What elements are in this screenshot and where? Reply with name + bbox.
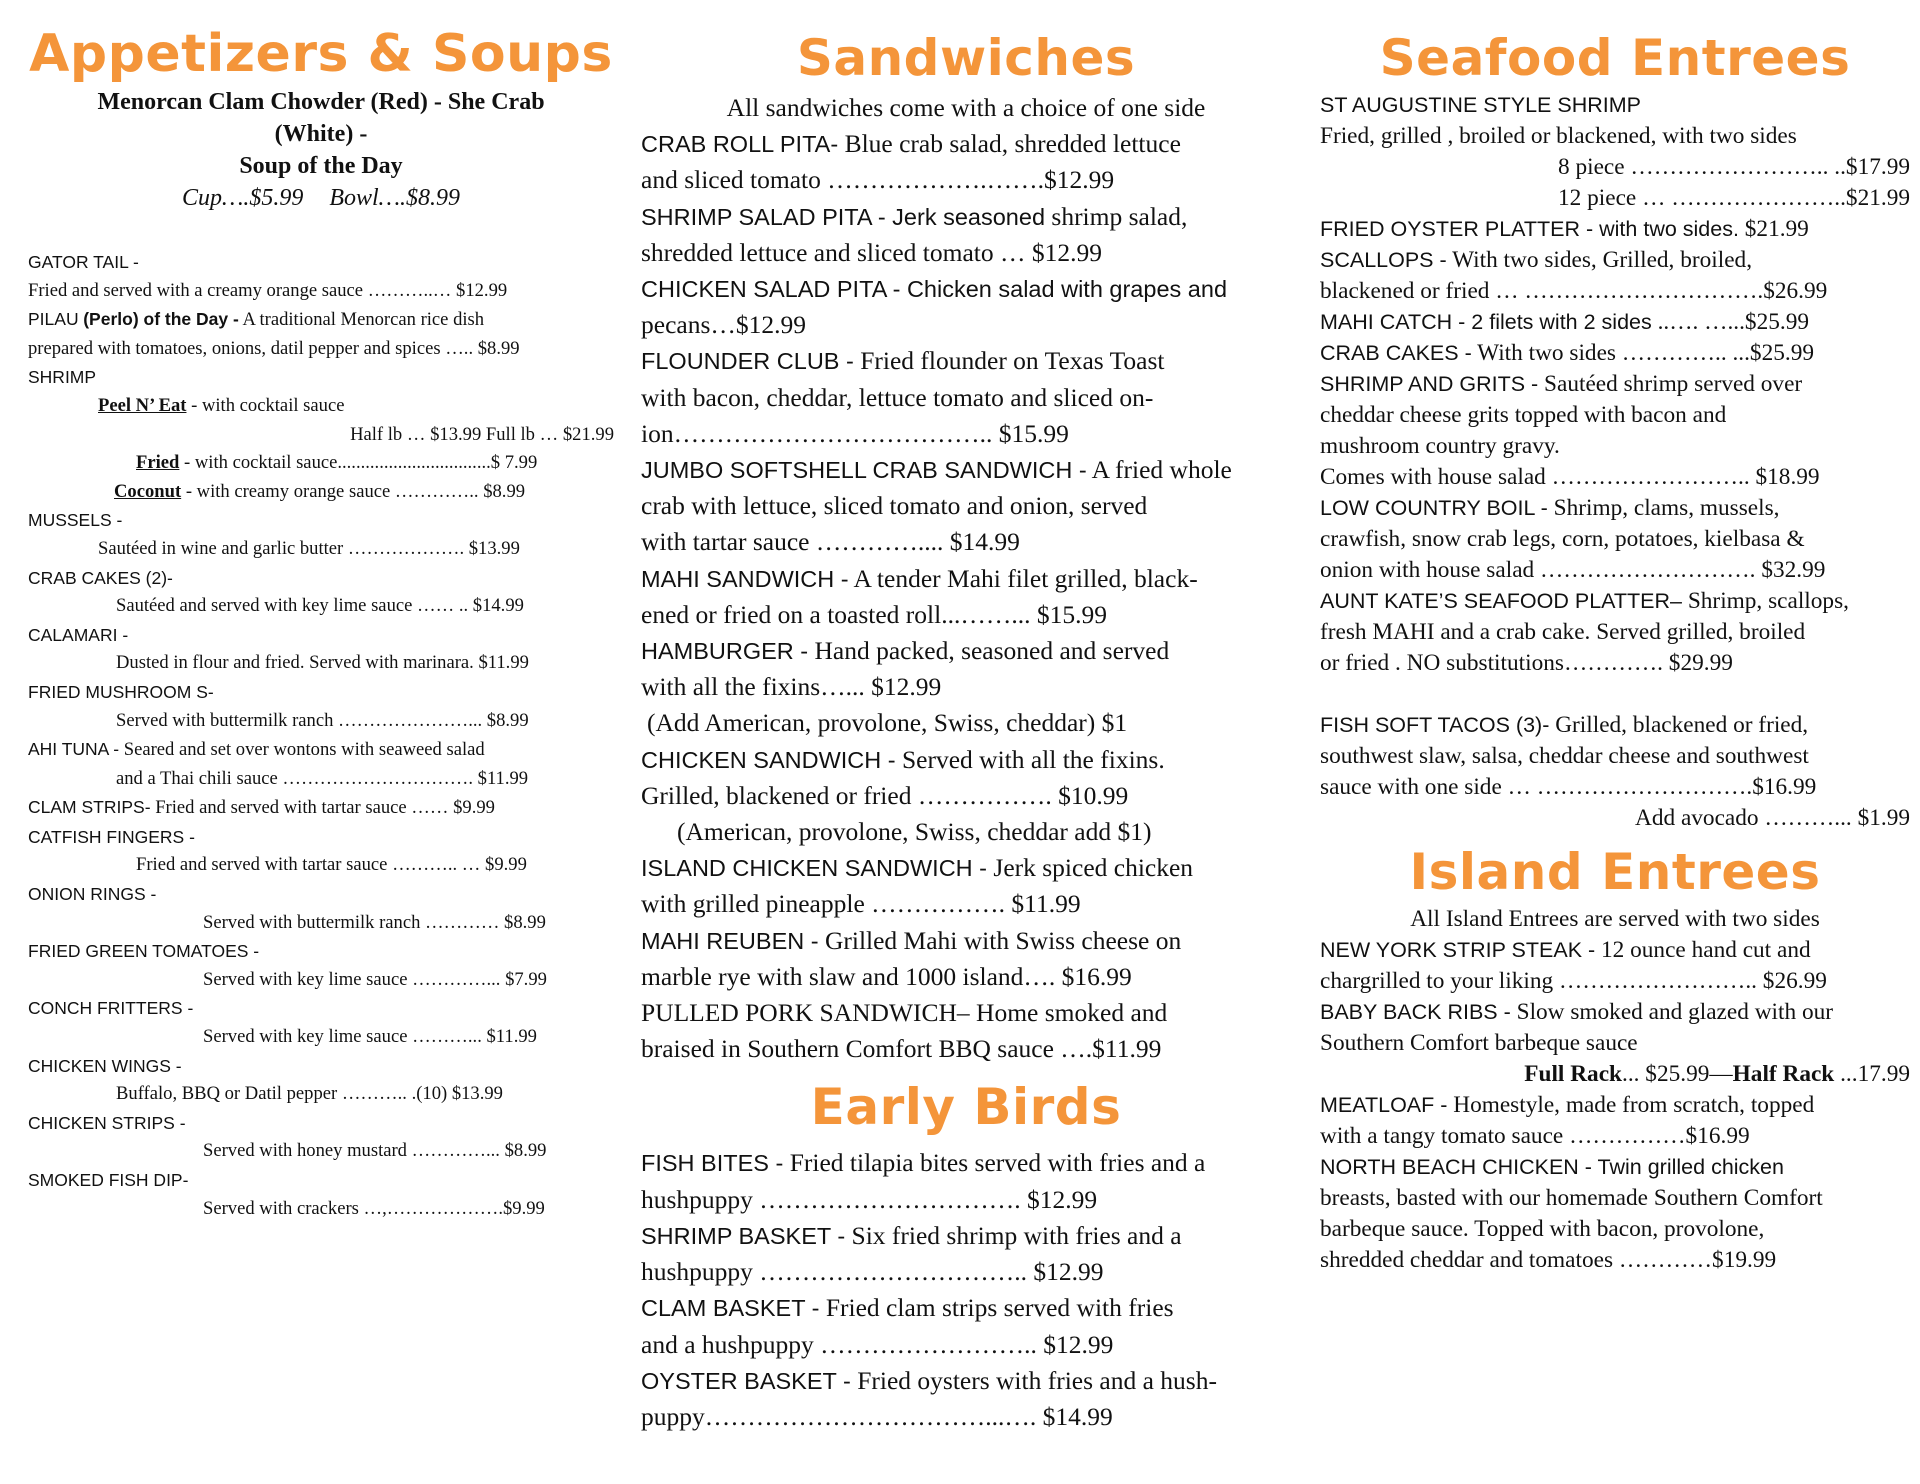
item-desc: Served with key lime sauce ………... $11.99: [203, 1026, 537, 1048]
section-intro: All Island Entrees are served with two sides: [1410, 906, 1820, 932]
item-name: FRIED GREEN TOMATOES -: [28, 941, 260, 962]
item-name: MAHI CATCH - 2 filets with 2 sides: [1320, 310, 1652, 334]
item-desc: With two sides, Grilled, broiled,: [1452, 247, 1753, 273]
item-desc: marble rye with slaw and 1000 island…. $16.99: [641, 961, 1132, 991]
item-desc: Add avocado ………... $1.99: [1635, 805, 1910, 831]
item-desc: A tender Mahi filet grilled, black-: [853, 563, 1198, 593]
item-desc: and a hushpuppy …………………….. $12.99: [641, 1329, 1114, 1359]
list-item: [641, 742, 1291, 778]
item-name: AHI TUNA -: [28, 739, 120, 760]
item-desc: Slow smoked and glazed with our: [1516, 999, 1834, 1025]
list-item: [641, 1290, 1291, 1326]
item-desc: blackened or fried … ………………………….$26.99: [1320, 278, 1828, 304]
list-item: [1320, 369, 1910, 400]
bowl-price: Bowl….$8.99: [329, 185, 461, 211]
item-desc: Comes with house salad …………………….. $18.99: [1320, 464, 1820, 490]
item-desc: Homestyle, made from scratch, topped: [1453, 1092, 1815, 1118]
item-desc: Fried, grilled , broiled or blackened, with two sides: [1320, 123, 1797, 149]
item-desc: 12 piece … …………………..$21.99: [1557, 185, 1910, 211]
item-desc: ened or fried on a toasted roll...……... $15.99: [641, 599, 1107, 629]
item-desc: PULLED PORK SANDWICH– Home smoked and: [641, 998, 1168, 1028]
item-name: SHRIMP BASKET -: [641, 1222, 846, 1249]
soup-block: [28, 86, 614, 214]
item-label: Fried: [136, 452, 180, 474]
island-list: [1320, 904, 1910, 1276]
item-label: Full Rack: [1524, 1061, 1622, 1087]
item-name: CHICKEN SALAD PITA - Chicken salad with grapes and: [641, 276, 1228, 303]
item-desc: ion……………………………….. $15.99: [641, 418, 1069, 448]
list-item: [1320, 214, 1910, 245]
item-desc: With two sides ………….. ...$25.99: [1477, 340, 1815, 366]
item-desc: shredded lettuce and sliced tomato … $12.99: [641, 237, 1103, 267]
item-name: FISH SOFT TACOS (3)-: [1320, 713, 1550, 737]
item-desc: Six fried shrimp with fries and a: [851, 1220, 1182, 1250]
list-item: [641, 923, 1291, 959]
item-desc: chargrilled to your liking …………………….. $26.99: [1320, 968, 1827, 994]
item-name: CATFISH FINGERS -: [28, 826, 195, 847]
item-name: SCALLOPS -: [1320, 248, 1447, 272]
item-name: SHRIMP AND GRITS -: [1320, 372, 1539, 396]
list-item: [1320, 338, 1910, 369]
item-desc: fresh MAHI and a crab cake. Served grilled, broiled: [1320, 619, 1806, 645]
list-item: [1320, 586, 1910, 617]
item-desc: with all the fixins…... $12.99: [641, 672, 942, 702]
list-item: [641, 1363, 1291, 1399]
item-desc: with grilled pineapple ……………. $11.99: [641, 889, 1081, 919]
item-desc: Jerk spiced chicken: [993, 853, 1194, 883]
item-name-bold: (Perlo) of the Day -: [83, 309, 239, 330]
item-desc: (American, provolone, Swiss, cheddar add $1): [677, 817, 1152, 847]
item-desc: breasts, basted with our homemade Southern Comfort: [1320, 1185, 1823, 1211]
appetizer-list: [28, 248, 614, 1223]
item-name: MEATLOAF -: [1320, 1093, 1448, 1117]
section-intro: All sandwiches come with a choice of one side: [726, 93, 1206, 122]
soup-prices: [28, 182, 614, 214]
item-name: HAMBURGER -: [641, 638, 809, 665]
item-desc: Fried and served with a creamy orange sauce ………..… $12.99: [28, 279, 508, 301]
item-desc: pecans…$12.99: [641, 310, 807, 340]
item-desc: crab with lettuce, sliced tomato and onion, served: [641, 491, 1148, 521]
soup-line: Soup of the Day: [239, 153, 403, 179]
item-name: FLOUNDER CLUB -: [641, 348, 854, 375]
list-item: [641, 633, 1291, 669]
item-name: CHICKEN WINGS -: [28, 1055, 182, 1076]
list-item: [641, 199, 1291, 235]
list-item: [1320, 997, 1910, 1028]
list-item: [28, 735, 614, 765]
seafood-list: [1320, 90, 1910, 834]
item-desc: with a tangy tomato sauce ……………$16.99: [1320, 1123, 1750, 1149]
item-desc: - with cocktail sauce: [191, 394, 345, 416]
item-name: JUMBO SOFTSHELL CRAB SANDWICH -: [641, 457, 1087, 484]
item-desc: sauce with one side … ……………………….$16.99: [1320, 774, 1817, 800]
item-desc: Half lb … $13.99 Full lb … $21.99: [350, 423, 614, 445]
item-name: LOW COUNTRY BOIL -: [1320, 496, 1548, 520]
sandwiches-column: [641, 0, 1291, 1435]
item-desc: A traditional Menorcan rice dish: [242, 309, 485, 331]
item-name: SMOKED FISH DIP-: [28, 1170, 189, 1190]
item-label: Half Rack: [1732, 1061, 1835, 1087]
item-desc: Fried oysters with fries and a hush-: [857, 1365, 1217, 1395]
item-desc: and a Thai chili sauce …………………………. $11.99: [116, 767, 529, 789]
list-item: [1320, 1090, 1910, 1121]
item-desc: Sautéed in wine and garlic butter ………………. $13.99: [98, 537, 520, 559]
item-name: SHRIMP SALAD PITA - Jerk seasoned: [641, 203, 1046, 230]
item-name: CHICKEN STRIPS -: [28, 1112, 186, 1133]
item-desc: A fried whole: [1091, 455, 1232, 485]
item-desc: Fried and served with tartar sauce …… $9.99: [155, 797, 495, 819]
item-desc: Sautéed shrimp served over: [1544, 371, 1803, 397]
item-desc: prepared with tomatoes, onions, datil pepper and spices ….. $8.99: [28, 337, 520, 359]
item-desc: 8 piece …………………….. ..$17.99: [1557, 154, 1910, 180]
list-item: [641, 126, 1291, 162]
soup-line: Menorcan Clam Chowder (Red) - She Crab: [97, 89, 545, 115]
item-desc: Grilled, blackened or fried ……………. $10.99: [641, 780, 1129, 810]
item-name: CRAB CAKES (2)-: [28, 567, 173, 588]
item-desc: Served with crackers …,……………….$9.99: [203, 1197, 545, 1219]
item-label: Peel N’ Eat: [98, 394, 187, 416]
item-name: CHICKEN SANDWICH -: [641, 746, 896, 773]
item-desc: Fried and served with tartar sauce ……….. … $9.99: [136, 854, 527, 876]
item-name: CLAM BASKET -: [641, 1295, 820, 1322]
item-price: $21.99: [1744, 216, 1809, 242]
item-name: NEW YORK STRIP STEAK -: [1320, 938, 1596, 962]
item-desc: Southern Comfort barbeque sauce: [1320, 1030, 1638, 1056]
item-name: NORTH BEACH CHICKEN - Twin grilled chicken: [1320, 1155, 1784, 1179]
item-desc: Blue crab salad, shredded lettuce: [844, 129, 1181, 159]
item-desc: mushroom country gravy.: [1320, 433, 1560, 459]
item-name: FISH BITES -: [641, 1150, 784, 1177]
seafood-column: [1320, 0, 1910, 1276]
item-name: ISLAND CHICKEN SANDWICH -: [641, 855, 988, 882]
list-item: [1320, 935, 1910, 966]
sandwich-list: [641, 90, 1291, 1067]
item-desc: Fried clam strips served with fries: [825, 1293, 1174, 1323]
sandwiches-heading: Sandwiches: [796, 29, 1136, 87]
list-item: [28, 478, 614, 507]
list-item: [641, 1145, 1291, 1181]
item-desc: Served with buttermilk ranch ………… $8.99: [203, 911, 546, 933]
item-name: OYSTER BASKET -: [641, 1367, 851, 1394]
item-price: ... $25.99—: [1622, 1061, 1733, 1087]
item-price: ...17.99: [1840, 1061, 1910, 1087]
appetizers-column: [28, 0, 614, 1223]
item-name: CLAM STRIPS-: [28, 797, 151, 818]
list-item: [1320, 245, 1910, 276]
item-desc: shredded cheddar and tomatoes …………$19.99: [1320, 1247, 1777, 1273]
item-name: AUNT KATE’S SEAFOOD PLATTER–: [1320, 589, 1682, 613]
item-desc: Served with all the fixins.: [901, 744, 1165, 774]
item-desc: - with cocktail sauce.................................$ 7.99: [184, 452, 538, 474]
item-name: CONCH FRITTERS -: [28, 998, 194, 1019]
cup-price: Cup….$5.99: [181, 185, 304, 211]
item-desc: Buffalo, BBQ or Datil pepper ……….. .(10) $13.99: [116, 1083, 503, 1105]
island-heading: Island Entrees: [1409, 843, 1821, 901]
item-desc: hushpuppy ………………………….. $12.99: [641, 1257, 1104, 1287]
list-item: [641, 1218, 1291, 1254]
item-desc: Grilled Mahi with Swiss cheese on: [824, 925, 1182, 955]
item-desc: onion with house salad ………………………. $32.99: [1320, 557, 1826, 583]
item-desc: Sautéed and served with key lime sauce …… .. $14.99: [116, 595, 524, 617]
item-name: FRIED OYSTER PLATTER - with two sides.: [1320, 217, 1739, 241]
item-price: ..…. …...$25.99: [1657, 309, 1809, 335]
item-name: ST AUGUSTINE STYLE SHRIMP: [1320, 93, 1641, 117]
item-desc: Seared and set over wontons with seaweed salad: [123, 739, 485, 761]
item-desc: shrimp salad,: [1051, 201, 1188, 231]
item-desc: Dusted in flour and fried. Served with marinara. $11.99: [116, 652, 529, 674]
item-name: SHRIMP: [28, 367, 97, 388]
item-desc: 12 ounce hand cut and: [1601, 937, 1811, 963]
item-desc: barbeque sauce. Topped with bacon, provolone,: [1320, 1216, 1765, 1242]
item-label: Coconut: [114, 480, 182, 502]
list-item: [28, 793, 614, 823]
list-item: [1320, 493, 1910, 524]
early-birds-heading: Early Birds: [810, 1078, 1122, 1137]
list-item: [1320, 710, 1910, 741]
item-desc: (Add American, provolone, Swiss, cheddar) $1: [647, 708, 1128, 738]
item-desc: cheddar cheese grits topped with bacon and: [1320, 402, 1727, 428]
item-desc: Shrimp, scallops,: [1687, 588, 1849, 614]
list-item: [641, 850, 1291, 886]
list-item: [641, 561, 1291, 597]
item-desc: Shrimp, clams, mussels,: [1553, 495, 1780, 521]
list-item: [28, 392, 614, 421]
early-birds-list: [641, 1145, 1291, 1435]
item-desc: Served with buttermilk ranch …………………... $8.99: [116, 709, 529, 731]
item-desc: with bacon, cheddar, lettuce tomato and sliced on-: [641, 382, 1154, 412]
item-desc: Served with key lime sauce …………... $7.99: [203, 968, 547, 990]
item-desc: - with creamy orange sauce ………….. $8.99: [185, 480, 526, 502]
soup-line: (White) -: [274, 121, 368, 147]
item-name: GATOR TAIL -: [28, 252, 139, 272]
item-name: FRIED MUSHROOM S-: [28, 681, 214, 702]
item-desc: Served with honey mustard …………... $8.99: [203, 1140, 547, 1162]
item-desc: Fried flounder on Texas Toast: [860, 346, 1165, 376]
item-name: MAHI REUBEN -: [641, 927, 819, 954]
item-desc: braised in Southern Comfort BBQ sauce ….$11.99: [641, 1034, 1162, 1064]
item-name: PILAU: [28, 309, 79, 330]
spacer: [1320, 679, 1910, 710]
item-name: MUSSELS -: [28, 510, 123, 531]
item-desc: southwest slaw, salsa, cheddar cheese and southwest: [1320, 743, 1809, 769]
item-desc: Hand packed, seasoned and served: [814, 636, 1170, 666]
item-desc: or fried . NO substitutions…………. $29.99: [1320, 650, 1733, 676]
item-desc: puppy……………………………...…. $14.99: [641, 1401, 1113, 1431]
list-item: [641, 452, 1291, 488]
item-name: CRAB ROLL PITA-: [641, 131, 839, 158]
list-item: [28, 449, 614, 478]
list-item: [28, 305, 614, 335]
item-name: ONION RINGS -: [28, 884, 157, 905]
seafood-heading: Seafood Entrees: [1379, 29, 1851, 87]
item-name: CALAMARI -: [28, 624, 129, 645]
item-desc: Grilled, blackened or fried,: [1555, 712, 1809, 738]
item-name: CRAB CAKES -: [1320, 341, 1472, 365]
list-item: [1320, 1059, 1910, 1090]
appetizers-heading: Appetizers & Soups: [29, 24, 613, 84]
item-desc: hushpuppy …………………………. $12.99: [641, 1184, 1098, 1214]
list-item: [1320, 307, 1910, 338]
item-name: MAHI SANDWICH -: [641, 565, 849, 592]
item-name: BABY BACK RIBS -: [1320, 1000, 1511, 1024]
item-desc: crawfish, snow crab legs, corn, potatoes, kielbasa &: [1320, 526, 1805, 552]
list-item: [641, 343, 1291, 379]
item-desc: Fried tilapia bites served with fries and a: [789, 1148, 1206, 1178]
item-desc: with tartar sauce ………….... $14.99: [641, 527, 1020, 557]
item-desc: and sliced tomato ……………….…….$12.99: [641, 165, 1115, 195]
